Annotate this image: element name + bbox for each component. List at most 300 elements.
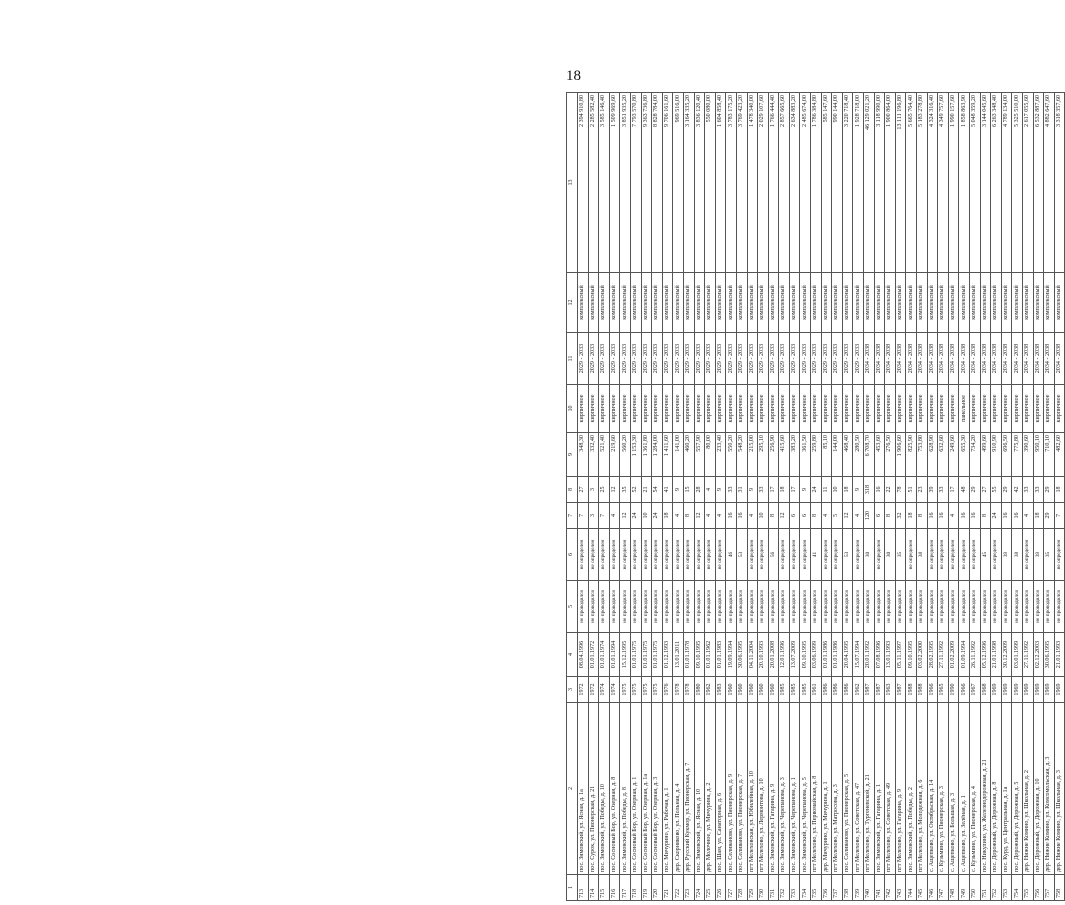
table-cell: 10 — [641, 503, 652, 529]
table-row — [609, 93, 620, 901]
table-cell: кирпичное — [991, 385, 1002, 433]
table-cell: 12.01.1996 — [779, 633, 790, 677]
table-cell: не определен — [832, 529, 843, 581]
table-cell: 2 029 107,60 — [758, 93, 769, 273]
table-cell: 1969 — [1054, 677, 1065, 703]
table-cell: 1 284,00 — [652, 433, 663, 477]
table-cell: кирпичное — [652, 385, 663, 433]
table-cell: не определен — [948, 529, 959, 581]
table-cell: не определен — [959, 529, 970, 581]
table-cell: 215,00 — [747, 433, 758, 477]
table-cell: 120 — [864, 503, 875, 529]
table-cell: комплексный — [864, 273, 875, 333]
table-cell: 632,60 — [938, 433, 949, 477]
table-cell: 6 — [789, 503, 800, 529]
table-cell: 33 — [1022, 477, 1033, 503]
table-cell: не определен — [705, 529, 716, 581]
table-cell: не определен — [683, 529, 694, 581]
table-cell: 2029 - 2033 — [811, 333, 822, 385]
table-cell: 2034 - 2038 — [874, 333, 885, 385]
table-cell: 01.01.1975 — [641, 633, 652, 677]
table-cell: кирпичное — [948, 385, 959, 433]
table-cell: 757 — [1044, 875, 1055, 901]
table-cell: кирпичное — [1012, 385, 1023, 433]
table-cell: 696,50 — [1001, 433, 1012, 477]
table-cell: 5 325 510,00 — [1012, 93, 1023, 273]
table-cell: пгт Мелехово, ул. Первомайская, д. 8 — [811, 703, 822, 875]
table-cell: 1978 — [673, 677, 684, 703]
column-header: 1 — [567, 875, 578, 901]
table-cell: 05.12.1996 — [980, 633, 991, 677]
table-cell: пос. Зимовский, ул. Ясная, д. 1а — [578, 703, 589, 875]
table-cell: 2029 - 2033 — [800, 333, 811, 385]
table-cell: 07.08.1996 — [874, 633, 885, 677]
table-cell: 20.04.1995 — [842, 633, 853, 677]
table-cell: 2029 - 2033 — [588, 333, 599, 385]
table-cell: 2029 - 2033 — [705, 333, 716, 385]
table-cell: комплексный — [599, 273, 610, 333]
table-cell: 53 — [842, 529, 853, 581]
table-cell: не проводился — [578, 581, 589, 633]
table-cell: 13.07.2009 — [789, 633, 800, 677]
table-cell: комплексный — [630, 273, 641, 333]
table-cell: пос. Дорожный, ул. Дорожная, д. 5 — [1012, 703, 1023, 875]
column-header: 2 — [567, 703, 578, 875]
table-cell: 01.02.2009 — [948, 633, 959, 677]
table-cell: 78 — [895, 477, 906, 503]
table-row — [683, 93, 694, 901]
table-cell: панельное — [959, 385, 970, 433]
table-cell: 144,00 — [832, 433, 843, 477]
table-cell: 9 — [673, 477, 684, 503]
table-cell: кирпичное — [673, 385, 684, 433]
table-cell: 1966 — [927, 677, 938, 703]
table-cell: 2029 - 2033 — [853, 333, 864, 385]
table-cell: не проводился — [705, 581, 716, 633]
table-cell: 2029 - 2033 — [683, 333, 694, 385]
table-cell: не проводился — [694, 581, 705, 633]
table-cell: пос. Селиваново, ул. Пионерская, д. 7 — [736, 703, 747, 875]
table-cell: комплексный — [991, 273, 1002, 333]
table-cell: 736 — [821, 875, 832, 901]
table-cell: 15 — [683, 477, 694, 503]
table-cell: не определен — [991, 529, 1002, 581]
table-cell: 52 — [630, 477, 641, 503]
table-cell: 8 — [683, 503, 694, 529]
table-cell: комплексный — [609, 273, 620, 333]
table-cell: 714 — [588, 875, 599, 901]
table-cell: 1 604 858,40 — [715, 93, 726, 273]
table-row — [630, 93, 641, 901]
table-cell: комплексный — [736, 273, 747, 333]
table-cell: не определен — [938, 529, 949, 581]
table-cell: 01.01.1974 — [599, 633, 610, 677]
table-cell: 1 766 444,40 — [768, 93, 779, 273]
table-cell: 2034 - 2038 — [938, 333, 949, 385]
column-header: 5 — [567, 581, 578, 633]
table-cell: 3 220 718,40 — [842, 93, 853, 273]
table-cell: не проводился — [758, 581, 769, 633]
table-cell: 8 — [917, 503, 928, 529]
table-cell: не определен — [620, 529, 631, 581]
table-cell: дер. Нижне Комино, ул. Школьная, д. 3 — [1054, 703, 1065, 875]
table-cell: 35 — [895, 529, 906, 581]
table-cell: не проводился — [906, 581, 917, 633]
table-cell: 01.01.1975 — [652, 633, 663, 677]
table-cell: не проводился — [609, 581, 620, 633]
table-row — [1033, 93, 1044, 901]
table-cell: 721 — [662, 875, 673, 901]
table-cell: 29 — [1001, 477, 1012, 503]
table-cell: 05.11.1997 — [895, 633, 906, 677]
column-header: 10 — [567, 385, 578, 433]
table-cell: не определен — [779, 529, 790, 581]
table-cell: комплексный — [694, 273, 705, 333]
table-cell: 2034 - 2038 — [1054, 333, 1065, 385]
table-cell: 28.02.1995 — [927, 633, 938, 677]
table-cell: пос. Сосновый Бор, ул. Озерная, д. 1а — [641, 703, 652, 875]
table-cell: 1974 — [609, 677, 620, 703]
table-cell: 2 857 665,60 — [779, 93, 790, 273]
table-cell: 3 836 120,40 — [694, 93, 705, 273]
table-cell: комплексный — [620, 273, 631, 333]
table-cell: 715 — [599, 875, 610, 901]
table-cell: комплексный — [1044, 273, 1055, 333]
table-cell: 716 — [609, 875, 620, 901]
table-cell: 1960 — [726, 677, 737, 703]
table-cell: 16 — [736, 503, 747, 529]
table-cell: 13 111 196,80 — [895, 93, 906, 273]
table-cell: 39 — [927, 477, 938, 503]
table-row — [705, 93, 716, 901]
table-cell: комплексный — [906, 273, 917, 333]
table-cell: 724 — [694, 875, 705, 901]
table-cell: 24 — [811, 477, 822, 503]
table-cell: 9 — [747, 477, 758, 503]
table-cell: 2 617 055,60 — [1022, 93, 1033, 273]
table-cell: 6 — [874, 503, 885, 529]
table-cell: 4 324 316,40 — [927, 93, 938, 273]
table-cell: 750 — [969, 875, 980, 901]
table-cell: 1 153,30 — [630, 433, 641, 477]
table-cell: 219,60 — [609, 433, 620, 477]
table-cell: 1990 — [948, 677, 959, 703]
table-cell: не проводился — [1012, 581, 1023, 633]
table-cell: не определен — [715, 529, 726, 581]
table-cell: 16 — [938, 503, 949, 529]
table-cell: 01.01.1975 — [630, 633, 641, 677]
table-cell: не проводился — [779, 581, 790, 633]
table-cell: не проводился — [948, 581, 959, 633]
table-cell: 16 — [1012, 503, 1023, 529]
table-cell: 15.07.1994 — [853, 633, 864, 677]
table-cell: кирпичное — [938, 385, 949, 433]
table-cell: комплексный — [768, 273, 779, 333]
table-cell: 713 — [578, 875, 589, 901]
table-cell: комплексный — [853, 273, 864, 333]
table-cell: 383,20 — [789, 433, 800, 477]
table-cell: 722 — [673, 875, 684, 901]
table-row — [948, 93, 959, 901]
table-cell: с. Кузьмино, ул. Пионерская, д. 3 — [938, 703, 949, 875]
table-cell: 20.01.1992 — [864, 633, 875, 677]
table-cell: 735 — [811, 875, 822, 901]
table-row — [980, 93, 991, 901]
table-cell: 03.01.1999 — [1012, 633, 1023, 677]
table-cell: 01.09.1994 — [959, 633, 970, 677]
table-cell: 734,20 — [969, 433, 980, 477]
table-cell: кирпичное — [906, 385, 917, 433]
table-row — [906, 93, 917, 901]
table-cell: не проводился — [1054, 581, 1065, 633]
table-cell: 2 485 674,00 — [800, 93, 811, 273]
table-cell: 1985 — [789, 677, 800, 703]
page-number: 18 — [566, 68, 581, 84]
table-cell: 16 — [1001, 503, 1012, 529]
table-cell: комплексный — [1054, 273, 1065, 333]
table-cell: 2034 - 2038 — [948, 333, 959, 385]
table-cell: пос. Зимовский, ул. Ясная, д. 10 — [694, 703, 705, 875]
table-row — [779, 93, 790, 901]
table-cell: 1965 — [938, 677, 949, 703]
table-cell: пос. Зимовский, ул. Черепанова, д. 1 — [789, 703, 800, 875]
table-cell: не проводился — [789, 581, 800, 633]
table-cell: пос. Дорожный, ул. Дорожная, д. 8 — [991, 703, 1002, 875]
table-cell: 1972 — [588, 677, 599, 703]
table-cell: 9 — [715, 477, 726, 503]
table-cell: 1972 — [578, 677, 589, 703]
table-cell: 16 — [959, 503, 970, 529]
column-header: 12 — [567, 273, 578, 333]
table-cell: 17 — [768, 477, 779, 503]
table-cell: 01.01.1972 — [588, 633, 599, 677]
table-cell: 12 — [842, 503, 853, 529]
table-cell: не проводился — [683, 581, 694, 633]
table-cell: не проводился — [715, 581, 726, 633]
table-cell: 01.12.1993 — [662, 633, 673, 677]
table-cell: 720 — [652, 875, 663, 901]
table-cell: комплексный — [641, 273, 652, 333]
table-cell: комплексный — [927, 273, 938, 333]
table-cell: 318 — [864, 477, 875, 503]
table-cell: комплексный — [683, 273, 694, 333]
table-cell: 2034 - 2038 — [1001, 333, 1012, 385]
table-cell: комплексный — [917, 273, 928, 333]
table-cell: 9 706 161,60 — [662, 93, 673, 273]
column-header: 9 — [567, 433, 578, 477]
table-cell: 1969 — [991, 677, 1002, 703]
table-cell: 655,30 — [959, 433, 970, 477]
table-cell: 10 — [758, 503, 769, 529]
table-cell: 18 — [779, 477, 790, 503]
table-cell: 85,10 — [821, 433, 832, 477]
table-cell: кирпичное — [980, 385, 991, 433]
table-cell: комплексный — [705, 273, 716, 333]
table-cell: кирпичное — [895, 385, 906, 433]
table-cell: 41 — [662, 477, 673, 503]
table-row — [1012, 93, 1023, 901]
table-cell: 1969 — [1033, 677, 1044, 703]
table-cell: кирпичное — [853, 385, 864, 433]
table-cell: 2 394 910,80 — [578, 93, 589, 273]
table-cell: 3 783 175,20 — [726, 93, 737, 273]
table-cell: пос. Зимовский, ул. Гагарина, д. 9 — [768, 703, 779, 875]
table-cell: 3 769 423,20 — [736, 93, 747, 273]
table-cell: 499,60 — [980, 433, 991, 477]
table-cell: 2029 - 2033 — [662, 333, 673, 385]
table-cell: 753 — [1001, 875, 1012, 901]
table-cell: 39 — [1001, 529, 1012, 581]
table-cell: с. Ащепково, ул. Зелёная, д. 1 — [959, 703, 970, 875]
table-cell: 2029 - 2033 — [726, 333, 737, 385]
table-cell: кирпичное — [758, 385, 769, 433]
table-cell: 1962 — [705, 677, 716, 703]
column-header: 3 — [567, 677, 578, 703]
table-cell: 12 — [620, 503, 631, 529]
table-cell: не определен — [758, 529, 769, 581]
table-cell: 969 516,00 — [673, 93, 684, 273]
table-cell: 09.10.1995 — [694, 633, 705, 677]
table-cell: не проводился — [864, 581, 875, 633]
table-cell: 746 — [927, 875, 938, 901]
table-cell: 2029 - 2033 — [715, 333, 726, 385]
table-cell: 46 — [726, 529, 737, 581]
column-header: 4 — [567, 633, 578, 677]
table-cell: 332,40 — [588, 433, 599, 477]
table-cell: кирпичное — [599, 385, 610, 433]
table-cell: комплексный — [715, 273, 726, 333]
table-cell: кирпичное — [885, 385, 896, 433]
table-cell: пос. Зимовский, ул. Черепанова, д. 3 — [779, 703, 790, 875]
table-cell: 31 — [736, 477, 747, 503]
table-cell: пос. Сосновый Бор, ул. Озерная, д. 8 — [609, 703, 620, 875]
table-cell: не определен — [800, 529, 811, 581]
table-cell: 754 — [1012, 875, 1023, 901]
table-cell: не проводился — [832, 581, 843, 633]
table-cell: пос. Шам, ул. Санаторная, д. 6 — [715, 703, 726, 875]
table-cell: 46 129 021,20 — [864, 93, 875, 273]
table-cell: не проводился — [641, 581, 652, 633]
table-cell: 1975 — [652, 677, 663, 703]
table-cell: 2034 - 2038 — [1033, 333, 1044, 385]
table-cell: 04.11.2004 — [747, 633, 758, 677]
table-body — [578, 93, 1065, 901]
table-cell: 4 — [853, 503, 864, 529]
table-cell: не проводился — [927, 581, 938, 633]
table-cell: 2029 - 2033 — [609, 333, 620, 385]
table-cell: 4 — [747, 503, 758, 529]
table-cell: 23 — [917, 477, 928, 503]
table-cell: кирпичное — [620, 385, 631, 433]
table-cell: 725 — [705, 875, 716, 901]
table-cell: кирпичное — [1033, 385, 1044, 433]
table-cell: не проводился — [991, 581, 1002, 633]
table-cell: комплексный — [789, 273, 800, 333]
table-cell: 2029 - 2033 — [599, 333, 610, 385]
table-cell: 19.09.1994 — [726, 633, 737, 677]
table-cell: 744 — [906, 875, 917, 901]
table-cell: пгт Мелехово, ул. Советская, д. 47 — [853, 703, 864, 875]
column-header: 11 — [567, 333, 578, 385]
table-row — [1044, 93, 1055, 901]
column-header: 6 — [567, 529, 578, 581]
table-cell: 21 — [641, 477, 652, 503]
table-cell: кирпичное — [683, 385, 694, 433]
table-cell: 01.01.1994 — [609, 633, 620, 677]
table-cell: комплексный — [1033, 273, 1044, 333]
table-cell: кирпичное — [917, 385, 928, 433]
table-cell: не проводился — [1022, 581, 1033, 633]
table-cell: 2029 - 2033 — [630, 333, 641, 385]
table-cell: кирпичное — [1001, 385, 1012, 433]
table-row — [641, 93, 652, 901]
table-row — [747, 93, 758, 901]
table-cell: 18 — [1054, 477, 1065, 503]
table-cell: кирпичное — [811, 385, 822, 433]
table-cell: 18 — [906, 503, 917, 529]
table-row — [938, 93, 949, 901]
table-cell: кирпичное — [705, 385, 716, 433]
table-row — [578, 93, 589, 901]
table-cell: пос. Сосновый Бор, ул. Озерная, д. 1 — [630, 703, 641, 875]
table-cell: комплексный — [938, 273, 949, 333]
table-cell: не определен — [874, 529, 885, 581]
table-cell: с. Ащепково, ул. Большая, д. 3 — [948, 703, 959, 875]
table-cell: 1969 — [1012, 677, 1023, 703]
table-cell: 39 — [1033, 529, 1044, 581]
table-row — [736, 93, 747, 901]
table-cell: пгт Мелехово, ул. Тургеневской, д. 21 — [864, 703, 875, 875]
table-row — [673, 93, 684, 901]
table-cell: 33 — [1033, 477, 1044, 503]
table-cell: 1969 — [1044, 677, 1055, 703]
table-cell: 1975 — [620, 677, 631, 703]
table-cell: комплексный — [811, 273, 822, 333]
table-cell: не проводился — [969, 581, 980, 633]
table-cell: 03.02.2000 — [917, 633, 928, 677]
table-cell: 585 147,60 — [821, 93, 832, 273]
table-cell: дер. Молочное, ул. Мичурина, д. 2 — [705, 703, 716, 875]
table-cell: кирпичное — [736, 385, 747, 433]
table-cell: 557,90 — [694, 433, 705, 477]
table-cell: 453,60 — [874, 433, 885, 477]
table-cell: не проводился — [673, 581, 684, 633]
table-cell: 726 — [715, 875, 726, 901]
table-cell: 775,80 — [1012, 433, 1023, 477]
table-row — [800, 93, 811, 901]
table-cell: 468,40 — [842, 433, 853, 477]
table-cell: 755 — [1022, 875, 1033, 901]
table-cell: пос. Селиваново, ул. Пионерская, д. 5 — [842, 703, 853, 875]
table-cell: не определен — [747, 529, 758, 581]
column-header: 8 — [567, 477, 578, 503]
table-cell: 15.12.1995 — [620, 633, 631, 677]
table-row — [652, 93, 663, 901]
table-cell: 1960 — [768, 677, 779, 703]
table-cell: 728 — [736, 875, 747, 901]
table-cell: 1975 — [641, 677, 652, 703]
table-cell: 3 144 045,60 — [980, 93, 991, 273]
table-cell: не проводился — [726, 581, 737, 633]
table-cell: 5 048 359,20 — [969, 93, 980, 273]
table-row — [811, 93, 822, 901]
table-row — [1001, 93, 1012, 901]
table-cell: комплексный — [1001, 273, 1012, 333]
table-cell: дер. Мичурино, ул. Мичурина, д. 1 — [821, 703, 832, 875]
table-cell: 1969 — [1001, 677, 1012, 703]
table-cell: не определен — [927, 529, 938, 581]
table-cell: комплексный — [895, 273, 906, 333]
